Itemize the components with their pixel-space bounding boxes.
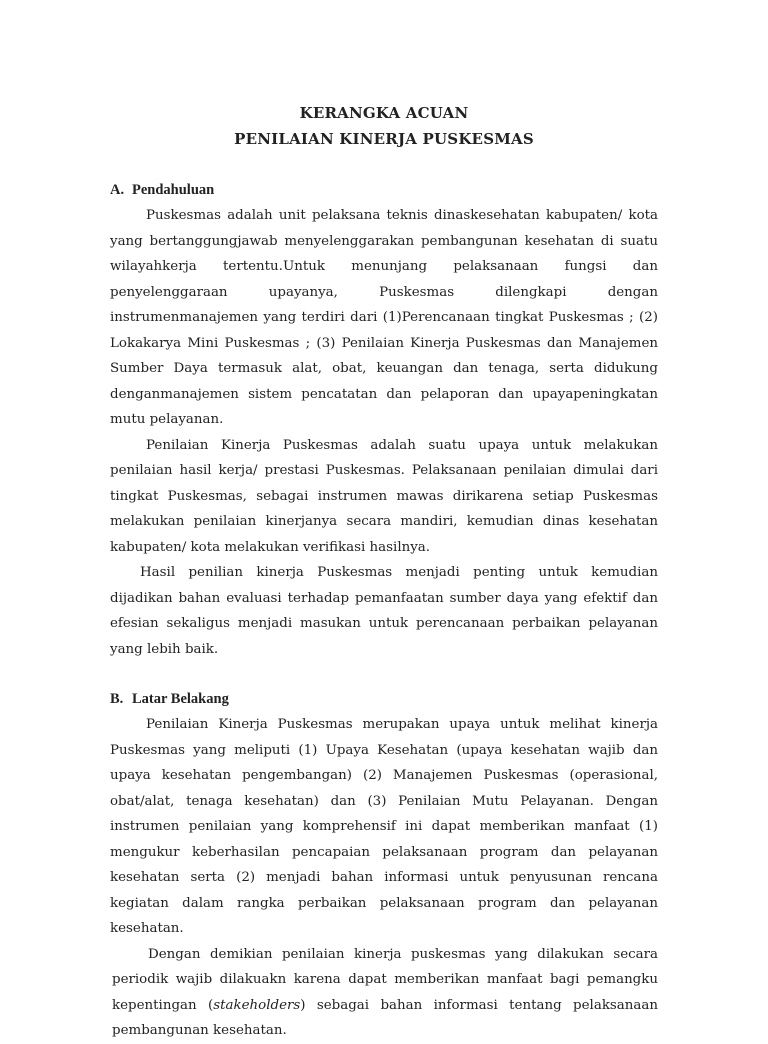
section-spacer [110, 662, 658, 687]
paragraph: Puskesmas adalah unit pelaksana teknis dinaskesehatan kabupaten/ kota yang bertanggungjawab menyelenggarakan pembangunan kesehatan di suatu wilayahkerja tertentu.Untuk menunjang pelaksanaan fungsi dan penyelenggaraan upayanya, Puskesmas dilengkapi dengan instrumenmanajemen yang terdiri dari (1)Perencanaan tingkat Puskesmas ; (2) Lokakarya Mini Puskesmas ; (3) Penilaian Kinerja Puskesmas dan Manajemen Sumber Daya termasuk alat, obat, keuangan dan tenaga, serta didukung denganmanajemen sistem pencatatan dan pelaporan dan upayapeningkatan mutu pelayanan. [110, 208, 658, 427]
closing-text-start: Dengan demikian penilaian kinerja puskesmas yang dilakukan secara periodik wajib dilakuakn karena dapat memberikan manfaat bagi pemangku kepentingan ( [112, 946, 658, 1013]
closing-text-end: ) sebagai bahan informasi tentang pelaksanaan pembangunan kesehatan. [112, 997, 658, 1038]
section-latar-belakang [110, 687, 658, 1044]
section-pendahuluan [110, 178, 658, 662]
paragraph: Penilaian Kinerja Puskesmas adalah suatu upaya untuk melakukan penilaian hasil kerja/ prestasi Puskesmas. Pelaksanaan penilaian dimulai dari tingkat Puskesmas, sebagai instrumen mawas dirikarena setiap Puskesmas melakukan penilaian kinerjanya secara mandiri, kemudian dinas kesehatan kabupaten/ kota melakukan verifikasi hasilnya. [110, 437, 658, 555]
paragraph: Penilaian Kinerja Puskesmas merupakan upaya untuk melihat kinerja Puskesmas yang meliputi (1) Upaya Kesehatan (upaya kesehatan wajib dan upaya kesehatan pengembangan) (2) Manajemen Puskesmas (operasional, obat/alat, tenaga kesehatan) dan (3) Penilaian Mutu Pelayanan. Dengan instrumen penilaian yang komprehensif ini dapat memberikan manfaat (1) mengukur keberhasilan pencapaian pelaksanaan program dan pelayanan kesehatan serta (2) menjadi bahan informasi untuk penyusunan rencana kegiatan dalam rangka perbaikan pelaksanaan program dan pelayanan kesehatan. [110, 717, 658, 936]
document-title-line-2: PENILAIAN KINERJA PUSKESMAS [234, 130, 534, 148]
section-title: Pendahuluan [132, 182, 215, 198]
section-number: A. [110, 182, 125, 198]
closing-text-italic: stakeholders [213, 997, 301, 1013]
document-title-line-1: KERANGKA ACUAN [299, 104, 469, 122]
section-heading [110, 687, 658, 712]
section-heading [110, 178, 658, 203]
section-title: Latar Belakang [132, 691, 229, 707]
document-page [110, 100, 658, 1044]
closing-paragraph [110, 942, 658, 1044]
paragraph: Hasil penilian kinerja Puskesmas menjadi penting untuk kemudian dijadikan bahan evaluasi terhadap pemanfaatan sumber daya yang efektif dan efesian sekaligus menjadi masukan untuk perencanaan perbaikan pelayanan yang lebih baik. [110, 565, 658, 657]
section-number: B. [110, 691, 124, 707]
